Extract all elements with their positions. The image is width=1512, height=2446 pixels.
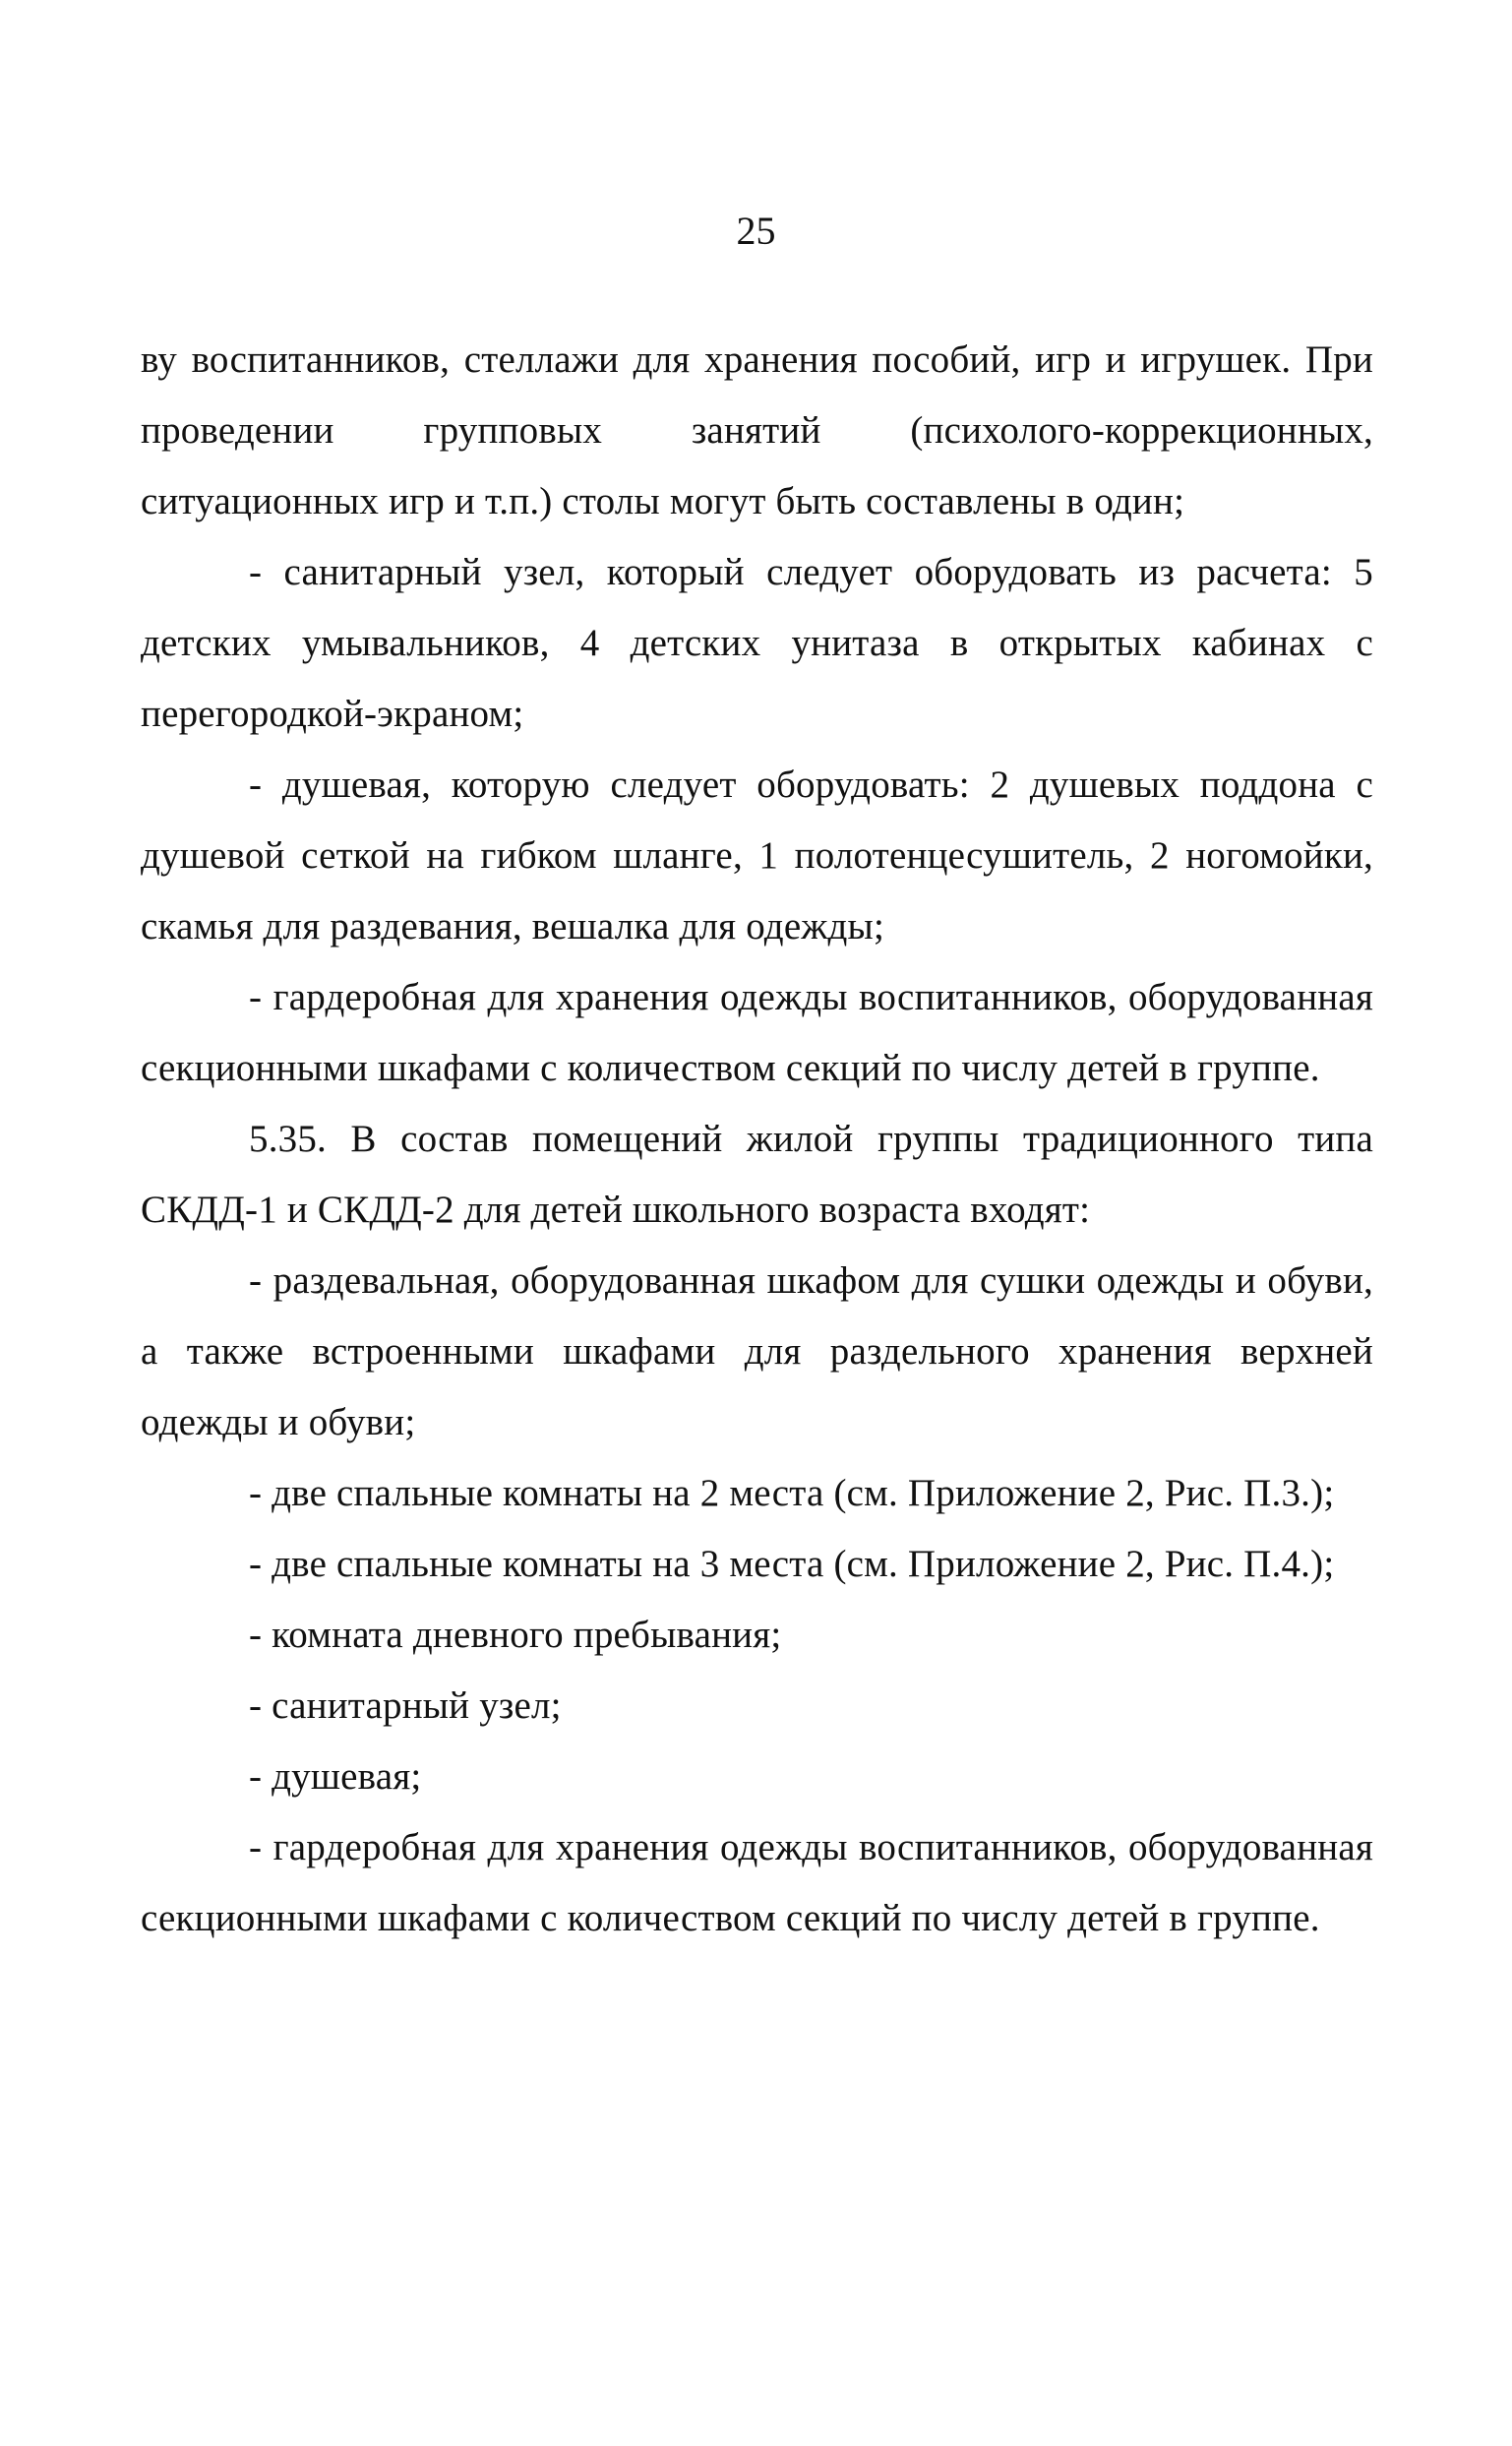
paragraph-continuation: ву воспитанников, стеллажи для хранения пособий, игр и игрушек. При проведении групповых занятий (психолого-коррекционных, ситуационных игр и т.п.) столы могут быть составлены в один; <box>141 338 1373 522</box>
paragraph-shower-room: - душевая, которую следует оборудовать: 2 душевых поддона с душевой сеткой на гибком шланге, 1 полотенцесушитель, 2 ногомойки, скамья для раздевания, вешалка для одежды; <box>141 764 1373 948</box>
paragraph-sanitary-unit: - санитарный узел, который следует оборудовать из расчета: 5 детских умывальников, 4 детских унитаза в открытых кабинах с перегородкой-экраном; <box>141 551 1373 735</box>
paragraph-shower-room-2: - душевая; <box>249 1755 422 1798</box>
paragraph-wardrobe-2: - гардеробная для хранения одежды воспитанников, оборудованная секционными шкафами с количеством секций по числу детей в группе. <box>141 1826 1373 1939</box>
paragraph-sanitary-unit-2: - санитарный узел; <box>249 1684 562 1727</box>
paragraph-section-5-35: 5.35. В состав помещений жилой группы традиционного типа СКДД-1 и СКДД-2 для детей школьного возраста входят: <box>141 1118 1373 1231</box>
paragraph-bedrooms-3-places: - две спальные комнаты на 3 места (см. Приложение 2, Рис. П.4.); <box>249 1543 1335 1585</box>
paragraph-day-room: - комната дневного пребывания; <box>249 1614 782 1656</box>
document-body <box>141 325 1373 1954</box>
paragraph-wardrobe: - гардеробная для хранения одежды воспитанников, оборудованная секционными шкафами с количеством секций по числу детей в группе. <box>141 976 1373 1089</box>
paragraph-changing-room: - раздевальная, оборудованная шкафом для сушки одежды и обуви, а также встроенными шкафами для раздельного хранения верхней одежды и обуви; <box>141 1259 1373 1443</box>
paragraph-bedrooms-2-places: - две спальные комнаты на 2 места (см. Приложение 2, Рис. П.3.); <box>249 1472 1335 1514</box>
page-number: 25 <box>736 209 776 253</box>
